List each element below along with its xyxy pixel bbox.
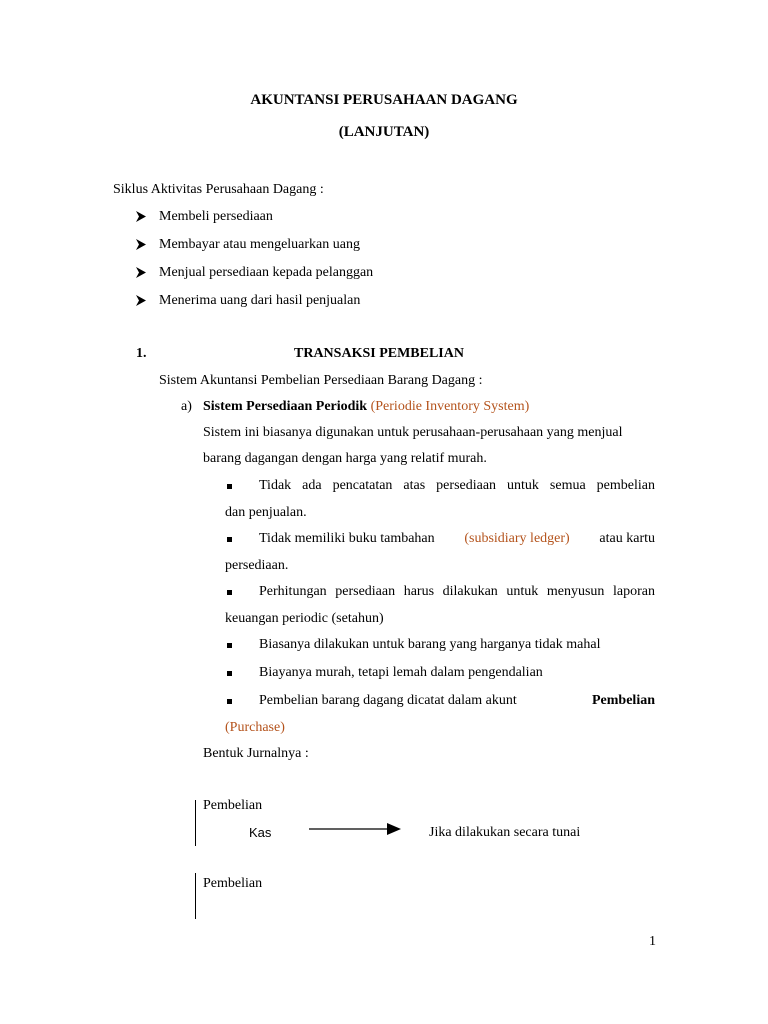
bullet-text: Tidak memiliki buku tambahan — [259, 531, 435, 546]
document-subtitle: (LANJUTAN) — [338, 124, 430, 140]
subsection-label: a) — [181, 399, 192, 414]
siklus-heading: Siklus Aktivitas Perusahaan Dagang : — [113, 182, 324, 197]
bullet-text: atau kartu — [599, 531, 655, 546]
square-bullet-icon — [227, 671, 232, 676]
square-bullet-icon — [227, 643, 232, 648]
subsection-description-line: Sistem ini biasanya digunakan untuk perusahaan-perusahaan yang menjual — [203, 425, 623, 440]
document-title: AKUNTANSI PERUSAHAAN DAGANG — [250, 92, 518, 108]
journal-debit: Pembelian — [203, 876, 263, 891]
section-intro: Sistem Akuntansi Pembelian Persediaan Barang Dagang : — [159, 373, 483, 388]
right-arrow-icon — [309, 822, 401, 836]
bullet-note: (Purchase) — [225, 720, 285, 735]
journal-label: Bentuk Jurnalnya : — [203, 746, 309, 761]
bullet-line — [259, 693, 655, 709]
bullet-line: Biasanya dilakukan untuk barang yang harganya tidak mahal — [259, 637, 601, 652]
square-bullet-icon — [227, 699, 232, 704]
bullet-line: keuangan periodic (setahun) — [225, 611, 384, 626]
siklus-item-label: Membeli persediaan — [159, 209, 273, 224]
journal-debit: Pembelian — [203, 798, 263, 813]
square-bullet-icon — [227, 590, 232, 595]
subsection-title — [203, 399, 529, 415]
square-bullet-icon — [227, 484, 232, 489]
siklus-item-label: Menerima uang dari hasil penjualan — [159, 293, 361, 308]
arrowhead-bullet-icon — [136, 211, 146, 222]
section-heading: TRANSAKSI PEMBELIAN — [294, 346, 464, 361]
arrowhead-bullet-icon — [136, 295, 146, 306]
bullet-line: Tidak ada pencatatan atas persediaan untuk semua pembelian — [259, 478, 655, 493]
bullet-line: Biayanya murah, tetapi lemah dalam pengendalian — [259, 665, 543, 680]
bullet-note: (subsidiary ledger) — [464, 531, 570, 546]
bullet-line: persediaan. — [225, 558, 289, 573]
subsection-description-line: barang dagangan dengan harga yang relatif murah. — [203, 451, 487, 466]
arrowhead-bullet-icon — [136, 239, 146, 250]
section-number: 1. — [136, 346, 147, 361]
bullet-line: dan penjualan. — [225, 505, 307, 520]
page-number: 1 — [649, 934, 656, 949]
journal-note: Jika dilakukan secara tunai — [429, 825, 581, 840]
subsection-title-text: Sistem Persediaan Periodik — [203, 399, 368, 414]
arrowhead-bullet-icon — [136, 267, 146, 278]
bullet-line — [259, 531, 655, 547]
journal-bracket-line — [195, 873, 196, 919]
bullet-line: Perhitungan persediaan harus dilakukan untuk menyusun laporan — [259, 584, 655, 599]
siklus-item-label: Membayar atau mengeluarkan uang — [159, 237, 360, 252]
journal-bracket-line — [195, 800, 196, 846]
journal-credit: Kas — [249, 825, 272, 840]
siklus-item-label: Menjual persediaan kepada pelanggan — [159, 265, 374, 280]
square-bullet-icon — [227, 537, 232, 542]
subsection-title-note: (Periodie Inventory System) — [370, 399, 530, 414]
bullet-bold-term: Pembelian — [592, 693, 655, 708]
bullet-text: Pembelian barang dagang dicatat dalam akunt — [259, 693, 517, 708]
